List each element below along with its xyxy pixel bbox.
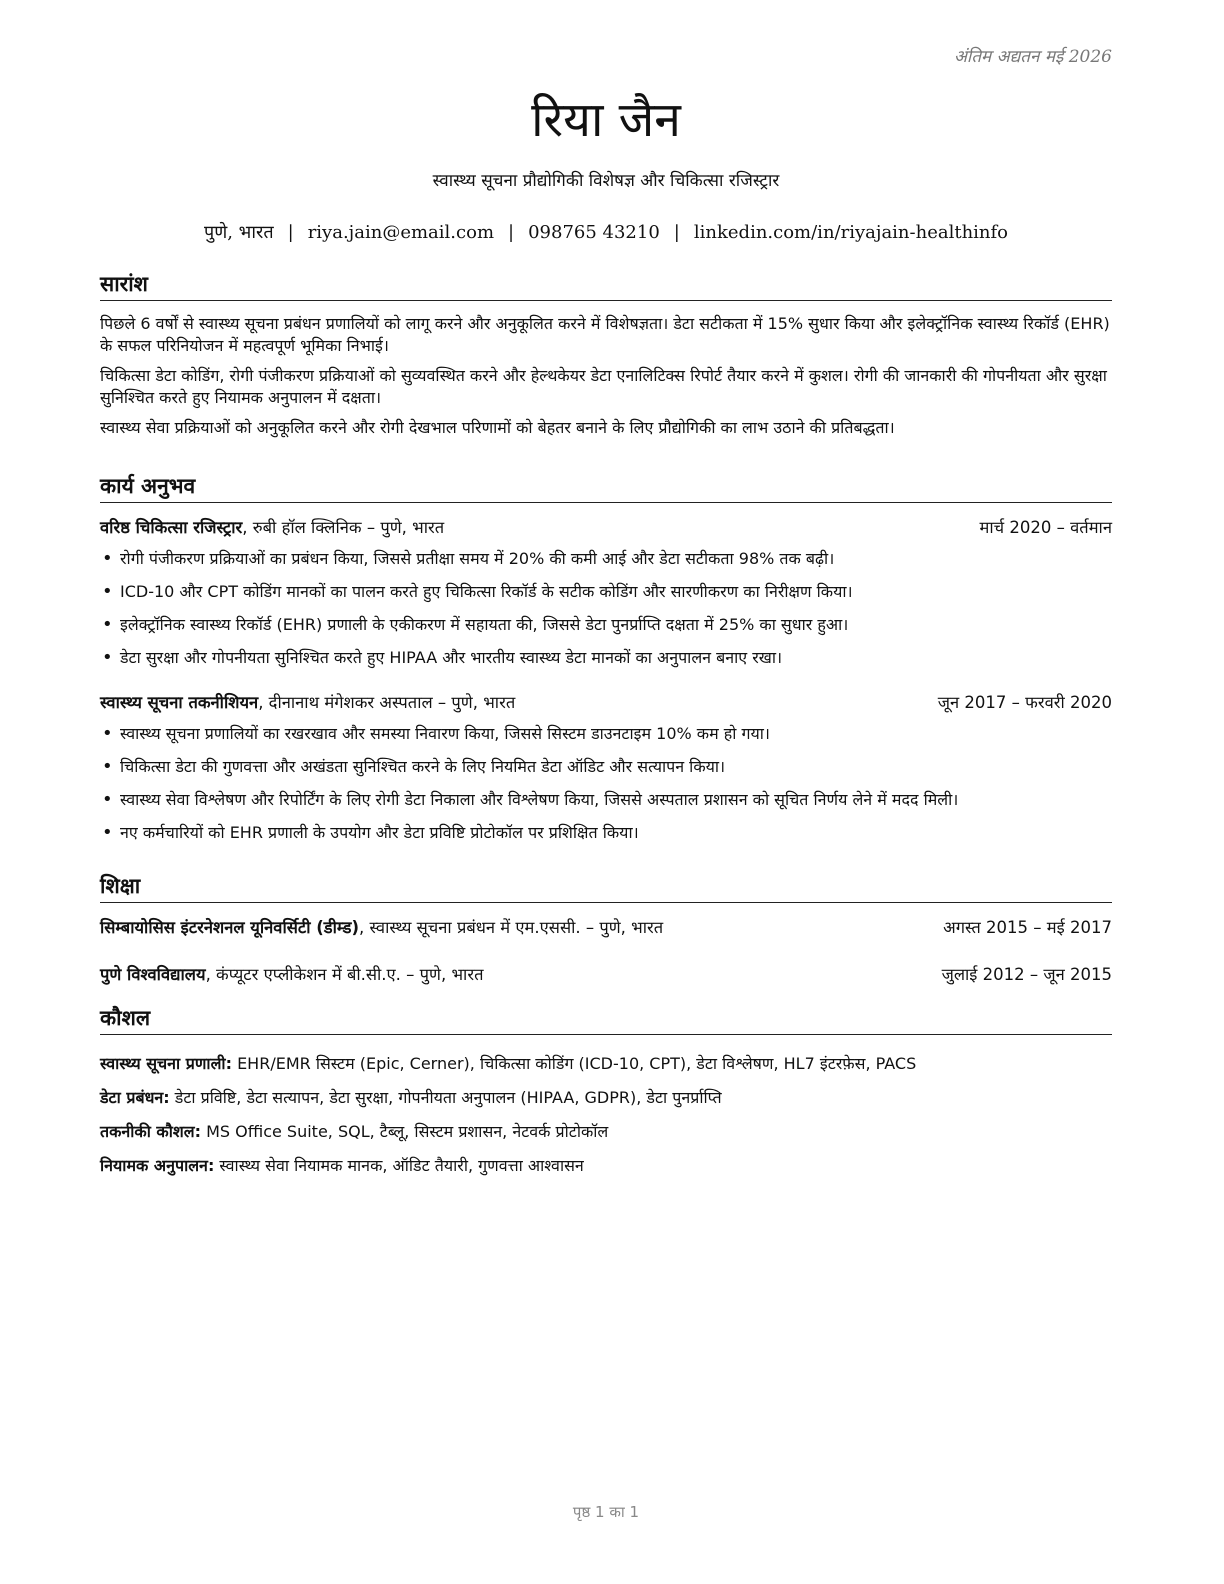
- contact-separator: |: [287, 222, 294, 243]
- candidate-name: रिया जैन: [531, 92, 681, 148]
- section-title-education: शिक्षा: [100, 872, 1112, 903]
- education-item: [100, 962, 1112, 985]
- job-bullet: • नए कर्मचारियों को EHR प्रणाली के उपयोग और डेटा प्रविष्टि प्रोटोकॉल पर प्रशिक्षित किया।: [100, 816, 1112, 849]
- skill-row: [100, 1081, 1112, 1115]
- contact-separator: |: [508, 222, 515, 243]
- job-dates: मार्च 2020 – वर्तमान: [979, 518, 1112, 537]
- summary-paragraph: चिकित्सा डेटा कोडिंग, रोगी पंजीकरण प्रक्रियाओं को सुव्यवस्थित करने और हेल्थकेयर डेटा एनालिटिक्स रिपोर्ट तैयार करने में कुशल। रोगी की जानकारी की गोपनीयता और सुरक्षा सुनिश्चित करते हुए नियामक अनुपालन में दक्षता।: [100, 366, 1107, 407]
- skill-row: [100, 1149, 1112, 1183]
- job-bullets: [100, 717, 1112, 849]
- job-bullet: • चिकित्सा डेटा की गुणवत्ता और अखंडता सुनिश्चित करने के लिए नियमित डेटा ऑडिट और सत्यापन किया।: [100, 750, 1112, 783]
- skill-label: नियामक अनुपालन:: [100, 1156, 215, 1175]
- contact-phone: 098765 43210: [528, 222, 660, 243]
- job-role: वरिष्ठ चिकित्सा रजिस्ट्रार: [100, 518, 243, 537]
- education-section: [100, 872, 1112, 1009]
- job-dates: जून 2017 – फरवरी 2020: [937, 693, 1112, 712]
- skill-row: [100, 1047, 1112, 1081]
- last-updated: अंतिम अद्यतन मई 2026: [953, 47, 1112, 67]
- resume-page: [100, 0, 1112, 1584]
- education-school-detail: [100, 962, 483, 985]
- candidate-title: स्वास्थ्य सूचना प्रौद्योगिकी विशेषज्ञ और चिकित्सा रजिस्ट्रार: [432, 171, 780, 191]
- skill-value: डेटा प्रविष्टि, डेटा सत्यापन, डेटा सुरक्षा, गोपनीयता अनुपालन (HIPAA, GDPR), डेटा पुनर्प्राप्ति: [169, 1088, 722, 1107]
- contact-linkedin[interactable]: linkedin.com/in/riyajain-healthinfo: [693, 222, 1009, 243]
- job-bullet: • इलेक्ट्रॉनिक स्वास्थ्य रिकॉर्ड (EHR) प्रणाली के एकीकरण में सहायता की, जिससे डेटा पुनर्प्राप्ति दक्षता में 25% का सुधार हुआ।: [100, 608, 1112, 641]
- job-bullet: • स्वास्थ्य सेवा विश्लेषण और रिपोर्टिंग के लिए रोगी डेटा निकाला और विश्लेषण किया, जिससे अस्पताल प्रशासन को सूचित निर्णय लेने में मदद मिली।: [100, 783, 1112, 816]
- job-org: , रुबी हॉल क्लिनिक – पुणे, भारत: [242, 518, 445, 537]
- skill-row: [100, 1115, 1112, 1149]
- experience-section: [100, 472, 1112, 865]
- education-school: सिम्बायोसिस इंटरनेशनल यूनिवर्सिटी (डीम्ड): [100, 918, 360, 937]
- education-detail: , स्वास्थ्य सूचना प्रबंधन में एम.एससी. – पुणे, भारत: [359, 918, 664, 937]
- job-header: [100, 515, 1112, 538]
- job-header: [100, 690, 1112, 713]
- job-bullet: • डेटा सुरक्षा और गोपनीयता सुनिश्चित करते हुए HIPAA और भारतीय स्वास्थ्य डेटा मानकों का अनुपालन बनाए रखा।: [100, 641, 1112, 674]
- page-number: पृष्ठ 1 का 1: [572, 1503, 640, 1521]
- skill-value: EHR/EMR सिस्टम (Epic, Cerner), चिकित्सा कोडिंग (ICD-10, CPT), डेटा विश्लेषण, HL7 इंटरफ़ेस, PACS: [231, 1054, 917, 1073]
- contact-line: [100, 220, 1112, 244]
- job-role: स्वास्थ्य सूचना तकनीशियन: [100, 693, 259, 712]
- contact-email[interactable]: riya.jain@email.com: [307, 222, 495, 243]
- skills-section: [100, 1004, 1112, 1183]
- job-bullet: • स्वास्थ्य सूचना प्रणालियों का रखरखाव और समस्या निवारण किया, जिससे सिस्टम डाउनटाइम 10% कम हो गया।: [100, 717, 1112, 750]
- summary-paragraph: पिछले 6 वर्षों से स्वास्थ्य सूचना प्रबंधन प्रणालियों को लागू करने और अनुकूलित करने में विशेषज्ञता। डेटा सटीकता में 15% सुधार किया और इलेक्ट्रॉनिक स्वास्थ्य रिकॉर्ड (EHR) के सफल परिनियोजन में महत्वपूर्ण भूमिका निभाई।: [100, 314, 1110, 355]
- section-title-skills: कौशल: [100, 1004, 1112, 1035]
- job-bullet: • ICD-10 और CPT कोडिंग मानकों का पालन करते हुए चिकित्सा रिकॉर्ड के सटीक कोडिंग और सारणीकरण का निरीक्षण किया।: [100, 575, 1112, 608]
- contact-location: पुणे, भारत: [203, 222, 274, 243]
- skill-label: स्वास्थ्य सूचना प्रणाली:: [100, 1054, 232, 1073]
- summary-paragraph: स्वास्थ्य सेवा प्रक्रियाओं को अनुकूलित करने और रोगी देखभाल परिणामों को बेहतर बनाने के लिए प्रौद्योगिकी का लाभ उठाने की प्रतिबद्धता।: [100, 418, 895, 437]
- job-role-org: [100, 690, 515, 713]
- education-dates: जुलाई 2012 – जून 2015: [941, 965, 1112, 984]
- job-bullets: [100, 542, 1112, 674]
- job-org: , दीनानाथ मंगेशकर अस्पताल – पुणे, भारत: [258, 693, 516, 712]
- section-title-summary: सारांश: [100, 270, 1112, 301]
- contact-separator: |: [673, 222, 680, 243]
- job-role-org: [100, 515, 444, 538]
- summary-section: [100, 270, 1112, 447]
- education-school: पुणे विश्वविद्यालय: [100, 965, 206, 984]
- skill-label: डेटा प्रबंधन:: [100, 1088, 170, 1107]
- job-bullet: • रोगी पंजीकरण प्रक्रियाओं का प्रबंधन किया, जिससे प्रतीक्षा समय में 20% की कमी आई और डेटा सटीकता 98% तक बढ़ी।: [100, 542, 1112, 575]
- education-dates: अगस्त 2015 – मई 2017: [943, 918, 1112, 937]
- section-title-experience: कार्य अनुभव: [100, 472, 1112, 503]
- education-detail: , कंप्यूटर एप्लीकेशन में बी.सी.ए. – पुणे, भारत: [205, 965, 484, 984]
- skill-label: तकनीकी कौशल:: [100, 1122, 201, 1141]
- skill-value: MS Office Suite, SQL, टैब्लू, सिस्टम प्रशासन, नेटवर्क प्रोटोकॉल: [201, 1122, 609, 1141]
- skill-value: स्वास्थ्य सेवा नियामक मानक, ऑडिट तैयारी, गुणवत्ता आश्वासन: [214, 1156, 584, 1175]
- education-school-detail: [100, 915, 663, 938]
- education-item: [100, 915, 1112, 938]
